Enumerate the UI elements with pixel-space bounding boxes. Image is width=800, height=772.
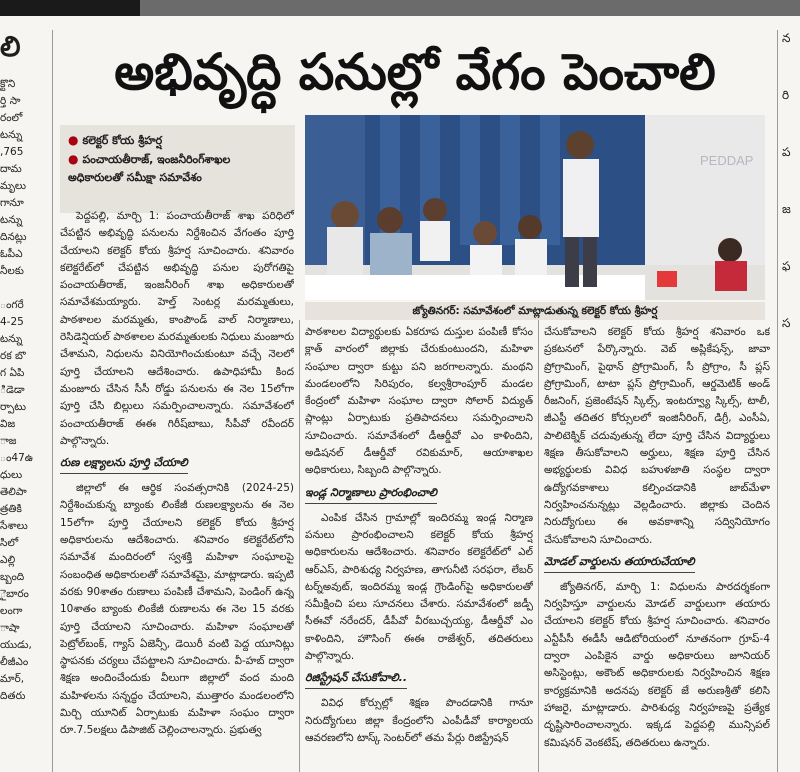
article-paragraph: వివిధ కోర్సుల్లో శిక్షణ పొందడానికి గానూ నిరుద్యోగులు జిల్లా కేంద్రంలోని ఎంపీడీవో కార్యాలయ ఆవరణలోని టాస్క్ సెంటర్‌లో తమ పేర్లు రిజిస్ట్రేషన్	[305, 697, 533, 744]
right-fragment-line: ఫ	[782, 259, 791, 273]
left-fragment-line: ిడెడా	[0, 384, 25, 396]
left-fragment-heading: లి	[0, 30, 21, 63]
left-fragment-line: రంలో	[0, 112, 23, 124]
article-column-3	[544, 324, 770, 772]
left-fragment-line: యుడు,	[0, 639, 32, 651]
left-fragment-line: టన్ను	[0, 333, 23, 345]
left-fragment-line: గానూ	[0, 197, 24, 209]
article-paragraph: ఎంపిక చేసిన గ్రామాల్లో ఇందిరమ్మ ఇండ్ల నిర్మాణ పనులు ప్రారంభించాలని కలెక్టర్ కోయ శ్రీహర్ష అధికారులను ఆదేశించారు. శనివారం కలెక్టరేట్‌లో ఎల్ ఆర్ఎస్, పారిశుధ్య నిర్వహణ, తాగునీటి సరఫరా, లేబర్ టర్న్అవుట్, ఇందిరమ్మ ఇండ్ల గ్రౌండింగ్‌పై అధికారులతో సమీక్షించి పలు సూచనలు చేశారు. సమావేశంలో జడ్పీ సీఈవో నరేందర్, డీపీవో వీరబుచ్చయ్య, డీఆర్డీవో ఎం కాళిందిని, హౌసింగ్ ఈఈ రాజేశ్వర్, తదితరులు పాల్గొన్నారు.	[305, 511, 533, 663]
left-fragment-line: 4-25	[0, 316, 24, 328]
left-fragment-line: దితరు	[0, 690, 26, 702]
left-fragment-line: రక బొ	[0, 350, 26, 362]
left-fragment-line: మార్,	[0, 673, 25, 685]
highlight-item: ● పంచాయతీరాజ్, ఇంజనీరింగ్‌శాఖల అధికారులతో సమీక్షా సమావేశం	[68, 152, 231, 184]
article-paragraph: జ్యోతినగర్, మార్చి 1: విధులను పారదర్శకంగా నిర్వహిస్తూ వార్డులను మోడల్ వార్డులుగా తయారు చేయాలని కలెక్టర్ కోయ శ్రీహర్ష సూచించారు. శనివారం ఎన్టీపీసీ ఈడీసీ ఆడిటోరియంలో నూతనంగా గ్రూప్-4 ద్వారా ఎంపికైన వార్డు అధికారులు జూనియర్ అసిస్టెంట్లు, అకౌంట్ అధికారులకు నిర్వహించిన శిక్షణ కార్యక్రమానికి అదనపు కలెక్టర్ జే అరుణశ్రీతో కలిసి హాజరై, మాట్లాడారు. పారిశుధ్య నిర్వహణపై ప్రత్యేక దృష్టిసారించాలన్నారు. ఇక్కడ పెద్దపల్లి మున్సిపల్ కమిషనర్ వెంకటేష్, తదితరులు ఉన్నారు.	[544, 580, 770, 749]
left-fragment-line: ంగరే	[0, 299, 24, 311]
left-fragment-lines	[0, 76, 48, 705]
bullet-icon: ●	[68, 133, 79, 147]
left-fragment-line: టన్ను	[0, 129, 23, 141]
highlights-box	[60, 125, 295, 213]
left-fragment-line: ఎల్లి	[0, 554, 16, 566]
subheading: రిజిస్ట్రేషన్ చేసుకోవాలి..	[305, 671, 407, 689]
column-divider-2	[538, 320, 539, 772]
left-fragment-column	[0, 30, 48, 772]
left-fragment-line: లీజీఎం	[0, 656, 29, 668]
top-bar-block	[0, 0, 140, 16]
left-fragment-line: ైబారం	[0, 588, 29, 600]
left-fragment-line: ఓపీఎ	[0, 248, 23, 260]
left-fragment-line: త్రతికి	[0, 503, 22, 515]
article-paragraph: జిల్లాలో ఈ ఆర్థిక సంవత్సరానికి (2024-25) నిర్దేశించుకున్న బ్యాంకు లింకేజీ రుణలక్ష్యాలను ఈ నెల 15లోగా పూర్తి చేయాలని కలెక్టర్ కోయ శ్రీహర్ష అధికారులను ఆదేశించారు. శనివారం కలెక్టరేట్‌లోని సమావేశ మందిరంలో స్వశక్తి మహిళా సంఘాలపై సంబంధిత అధికారులతో సమావేశమై, మాట్లాడారు. ఇప్పటి వరకు 90శాతం రుణాలు పంపిణీ చేశామని, పెండింగ్ ఉన్న 10శాతం బ్యాంకు లింకేజీ రుణాలను ఈ నెల 15 వరకు పూర్తి చేయాలని సూచించారు. మహిళా సంఘాలతో పెట్రోల్‌బంక్, గ్యాస్ ఏజెన్సీ, డెయిరీ వంటి పెద్ద యూనిట్లు స్థాపనకు చర్యలు చేపట్టాలని సూచించారు. వీ-హబ్ ద్వారా శిక్షణ అందించేందుకు వీలుగా జిల్లాలో వంద మంది మహిళలను సన్నద్ధం చేయాలని, ముత్తారం మండలంలోని మిర్చి యూనిట్ ఏర్పాటుకు మహిళా సంఘం ద్వారా రూ.7.5లక్షలు డిపాజిట్ చెల్లించాలన్నారు. ప్రభుత్వ	[60, 482, 294, 737]
right-fragment-lines	[782, 30, 800, 332]
left-fragment-line: దామ	[0, 163, 22, 175]
photo-banner-text: PEDDAP	[700, 153, 754, 168]
news-photo	[305, 115, 765, 300]
left-fragment-line: గ ఏపి	[0, 367, 25, 379]
left-fragment-line: మృలు	[0, 180, 26, 192]
top-bar	[0, 0, 800, 16]
left-fragment-line: ాజ	[0, 435, 17, 447]
article-paragraph: పెద్దపల్లి, మార్చి 1: పంచాయతీరాజ్ శాఖ పరిధిలో చేపట్టిన అభివృద్ధి పనులను నిర్దేశించిన వేగంతం పూర్తి చేయాలని కలెక్టర్ కోయ శ్రీహర్ష సూచించారు. శనివారం కలెక్టరేట్‌లో చేపట్టిన అభివృద్ధి పనుల పురోగతిపై పంచాయతీరాజ్, ఇంజనీరింగ్ శాఖ అధికారులతో సమావేశమయ్యారు. హెల్త్ సెంటర్ల మరమ్మతులు, పాఠశాలల మరమ్మతు, కాంపౌండ్ వాల్ నిర్మాణాలు, రెసిడెన్షియల్ పాఠశాలల మరమ్మతులకు నిధులు మంజూరు చేశామని, నిధులను వినియోగించుకుంటూ వచ్చే నెలలో పూర్తి చేయాలని ఆదేశించారు. ఉపాధిహామీ కింద మంజూరు చేసిన సీసీ రోడ్డు పనులను ఈ నెల 15లోగా పూర్తి చేసి బిల్లులు సమర్పించాలన్నారు. సమావేశంలో పంచాయతీరాజ్ ఈఈ గిరీష్‌బాబు, సీపీవో రవీందర్ పాల్గొన్నారు.	[60, 210, 294, 447]
column-divider-1	[299, 320, 300, 772]
column-divider-right	[777, 30, 778, 772]
left-fragment-line: ర్తి సా	[0, 95, 21, 107]
left-fragment-line: టన్ను	[0, 214, 23, 226]
photo-caption: జ్యోతినగర్: సమావేశంలో మాట్లాడుతున్న కలెక్టర్ కోయ శ్రీహర్ష	[305, 302, 765, 320]
article-paragraph: పాఠశాలల విద్యార్థులకు ఏకరూప దుస్తుల పంపిణీ కోసం క్లాత్ వారంలో జిల్లాకు చేరుకుంటుందని, మహిళా సంఘాల ద్వారా కుట్టు పని జరగాలన్నారు. మంథని మండలంలోని సిరిపురం, కల్వశ్రీరాంపూర్ మండల కేంద్రంలో మహిళా సంఘాల ద్వారా సోలార్ విద్యుత్ ప్లాంట్లు ఏర్పాటుకు ప్రతిపాదనలు సమర్పించాలని సూచించారు. సమావేశంలో డీఆర్డీవో ఎం కాళిందిని, అడిషనల్ డీఆర్డీవో రవికుమార్, ఆయాశాఖల అధికారులు, సిబ్బంది పాల్గొన్నారు.	[305, 326, 533, 477]
right-fragment-line: ప	[782, 145, 791, 159]
subheading: మోడల్ వార్డులను తయారుచేయాలి	[544, 555, 695, 573]
subheading: రుణ లక్ష్యాలను పూర్తి చేయాలి	[60, 456, 188, 474]
left-fragment-line: దినట్లు	[0, 231, 27, 243]
column-divider-left	[52, 30, 53, 772]
right-fragment-line: జ	[782, 202, 791, 216]
highlight-item: ● కలెక్టర్ కోయ శ్రీహర్ష	[68, 133, 163, 147]
article-column-1	[60, 208, 294, 772]
left-fragment-line: నీలకు	[0, 265, 24, 277]
left-fragment-line: ధులు	[0, 469, 23, 481]
article-column-2	[305, 324, 533, 772]
left-fragment-line: ర్పాటు	[0, 401, 27, 413]
subheading: ఇండ్ల నిర్మాణాలు ప్రారంభించాలి	[305, 486, 437, 504]
left-fragment-line: క్టొని	[0, 78, 16, 90]
article-paragraph: చేసుకోవాలని కలెక్టర్ కోయ శ్రీహర్ష శనివారం ఒక ప్రకటనలో పేర్కొన్నారు. వెబ్ అప్లికేషన్స్, జావా ప్రోగ్రామింగ్, పైథాన్ ప్రోగ్రామింగ్, సీ ప్రోగ్రాం, సీ ప్లస్ ప్రోగ్రామింగ్, టాటా ప్లస్ ప్రోగ్రామింగ్, ఆర్డమెటిక్ అండ్ రీజనింగ్, ప్రజెంటేషన్ స్కిల్స్, ఇంటర్వ్యూ స్కిల్స్, టాలీ, జీఎస్టీ తదితర కోర్సులలో ఇంజినీరింగ్, డిగ్రీ, ఎంసీఏ, పాలిటెక్నిక్ చదువుతున్న లేదా పూర్తి చేసిన విద్యార్థులు శిక్షణ తీసుకోవాలని అర్హులు, శిక్షణ పూర్తి చేసిన అభ్యర్థులకు వివిధ బహుళజాతి సంస్థల ద్వారా ఉద్యోగవకాశాలు కల్పించడానికి జాబ్‌మేళా నిర్వహించనున్నట్లు వెల్లడించారు. జిల్లాకు చెందిన నిరుద్యోగులు ఈ అవకాశాన్ని సద్వినియోగం చేసుకోవాలని సూచించారు.	[544, 326, 770, 546]
bullet-icon: ●	[68, 152, 79, 166]
left-fragment-line: సేశాలు	[0, 520, 28, 532]
left-fragment-line: ాషా	[0, 622, 20, 634]
right-fragment-line: రి	[782, 88, 790, 102]
left-fragment-line: సిలో	[0, 537, 19, 549]
left-fragment-line: లంగా	[0, 605, 23, 617]
headline: అభివృద్ధి పనుల్లో వేగం పెంచాలి	[114, 43, 716, 101]
left-fragment-line	[0, 280, 48, 297]
right-fragment-line: స	[782, 316, 791, 330]
left-fragment-line: బ్బంది	[0, 571, 25, 583]
right-fragment-column	[782, 30, 800, 772]
right-fragment-line: న	[782, 31, 791, 45]
left-fragment-line: ,765	[0, 146, 24, 158]
left-fragment-line: విజ	[0, 418, 16, 430]
left-fragment-line: తెలిపా	[0, 486, 27, 498]
left-fragment-line: ం47ఉ	[0, 452, 34, 464]
photo-illustration	[305, 115, 765, 300]
